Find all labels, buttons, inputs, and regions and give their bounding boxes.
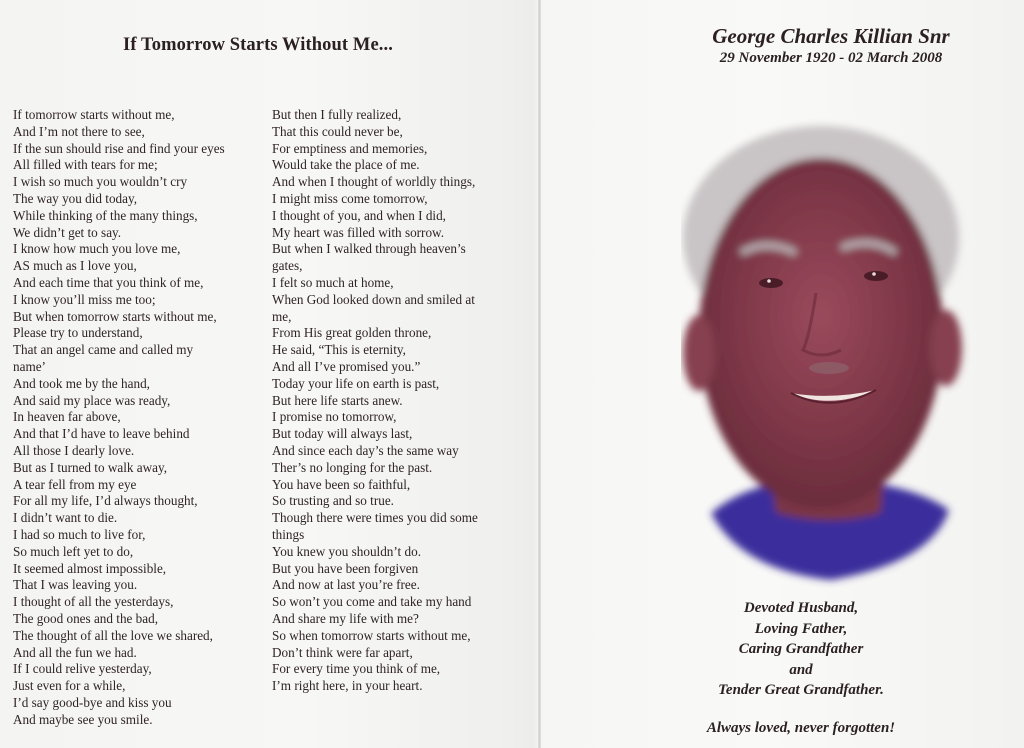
poem-line: And I’m not there to see, [13, 123, 145, 139]
deceased-name: George Charles Killian Snr [712, 24, 950, 48]
poem-line: I’m right here, in your heart. [272, 678, 423, 694]
poem-line: things [272, 526, 305, 542]
poem-line: And all the fun we had. [13, 644, 137, 660]
poem-line: I’d say good-bye and kiss you [13, 694, 172, 710]
poem-line: I thought of all the yesterdays, [13, 594, 174, 610]
poem-title: If Tomorrow Starts Without Me... [123, 35, 393, 55]
poem-line: He said, “This is eternity, [272, 342, 406, 358]
poem-line: For emptiness and memories, [272, 140, 428, 156]
poem-line: Would take the place of me. [272, 157, 420, 173]
poem-line: Please try to understand, [13, 325, 143, 341]
closing-line: Always loved, never forgotten! [706, 720, 896, 736]
poem-line: Just even for a while, [13, 678, 126, 694]
poem-line: All those I dearly love. [13, 442, 135, 458]
poem-line: You have been so faithful, [272, 476, 411, 492]
poem-line: I thought of you, and when I did, [272, 207, 446, 223]
poem-line: name’ [13, 358, 46, 374]
poem-line: I felt so much at home, [272, 274, 394, 290]
poem-line: I know how much you love me, [13, 241, 181, 257]
poem-line: And each time that you think of me, [13, 274, 204, 290]
poem-line: For all my life, I’d always thought, [13, 493, 198, 509]
poem-line: For every time you think of me, [272, 661, 441, 677]
portrait-photo-icon [681, 118, 971, 588]
poem-line: Today your life on earth is past, [272, 375, 440, 391]
tribute-lines [651, 598, 951, 701]
poem-line: I had so much to live for, [13, 526, 146, 542]
poem-line: Though there were times you did some [272, 510, 478, 526]
poem-line: I know you’ll miss me too; [13, 291, 156, 307]
poem-line: So when tomorrow starts without me, [272, 627, 471, 643]
poem-line: A tear fell from my eye [13, 476, 137, 492]
poem-line: And all I’ve promised you.” [272, 358, 421, 374]
poem-line: The good ones and the bad, [13, 610, 159, 626]
poem-line: gates, [272, 258, 303, 274]
tribute-line: Caring Grandfather [738, 641, 864, 657]
poem-line: I didn’t want to die. [13, 510, 118, 526]
poem-line: me, [272, 308, 292, 324]
poem-line: I promise no tomorrow, [272, 409, 397, 425]
poem-line: I wish so much you wouldn’t cry [13, 174, 188, 190]
tribute-line: Tender Great Grandfather. [718, 682, 884, 698]
poem-line: When God looked down and smiled at [272, 291, 475, 307]
poem-line: Don’t think were far apart, [272, 644, 413, 660]
right-page-memorial [541, 0, 1024, 748]
poem-line: But when I walked through heaven’s [272, 241, 466, 257]
poem-line: All filled with tears for me; [13, 157, 158, 173]
life-dates: 29 November 1920 - 02 March 2008 [719, 50, 943, 66]
poem-line: In heaven far above, [13, 409, 121, 425]
poem-line: If I could relive yesterday, [13, 661, 152, 677]
poem-line: And now at last you’re free. [272, 577, 420, 593]
poem-line: So trusting and so true. [272, 493, 394, 509]
poem-line: The thought of all the love we shared, [13, 627, 213, 643]
poem-line: But today will always last, [272, 426, 413, 442]
tribute-line: and [789, 661, 813, 678]
poem-line: That I was leaving you. [13, 577, 138, 593]
poem-line: That this could never be, [272, 123, 403, 139]
poem-line: We didn’t get to say. [13, 224, 122, 240]
poem-line: AS much as I love you, [13, 258, 137, 274]
poem-line: That an angel came and called my [13, 342, 194, 358]
poem-line: So much left yet to do, [13, 543, 134, 559]
poem-line: But as I turned to walk away, [13, 459, 168, 475]
poem-line: But then I fully realized, [272, 107, 402, 122]
poem-column-1 [13, 107, 225, 728]
poem-line: But you have been forgiven [272, 560, 419, 576]
poem-line: But here life starts anew. [272, 392, 403, 408]
poem-line: My heart was filled with sorrow. [272, 224, 445, 240]
poem-line: And said my place was ready, [13, 392, 171, 408]
poem-line: And when I thought of worldly things, [272, 174, 476, 190]
poem-line: The way you did today, [13, 190, 138, 206]
poem-line: I might miss come tomorrow, [272, 190, 428, 206]
poem-line: And that I’d have to leave behind [13, 426, 190, 442]
poem-column-2 [272, 107, 478, 695]
poem-line: Ther’s no longing for the past. [272, 459, 433, 475]
poem-line: While thinking of the many things, [13, 207, 198, 223]
poem-line: From His great golden throne, [272, 325, 432, 341]
poem-line: You knew you shouldn’t do. [272, 543, 421, 559]
poem-line: But when tomorrow starts without me, [13, 308, 217, 324]
poem-line: And maybe see you smile. [13, 711, 153, 727]
poem-line: It seemed almost impossible, [13, 560, 167, 576]
poem-line: If tomorrow starts without me, [13, 107, 175, 122]
tribute-line: Loving Father, [754, 620, 848, 637]
poem-line: And share my life with me? [272, 610, 419, 626]
poem-line: So won’t you come and take my hand [272, 594, 472, 610]
poem-line: And since each day’s the same way [272, 442, 459, 458]
tribute-line: Devoted Husband, [743, 600, 859, 616]
poem-line: If the sun should rise and find your eyes [13, 140, 225, 156]
poem-line: And took me by the hand, [13, 375, 150, 391]
